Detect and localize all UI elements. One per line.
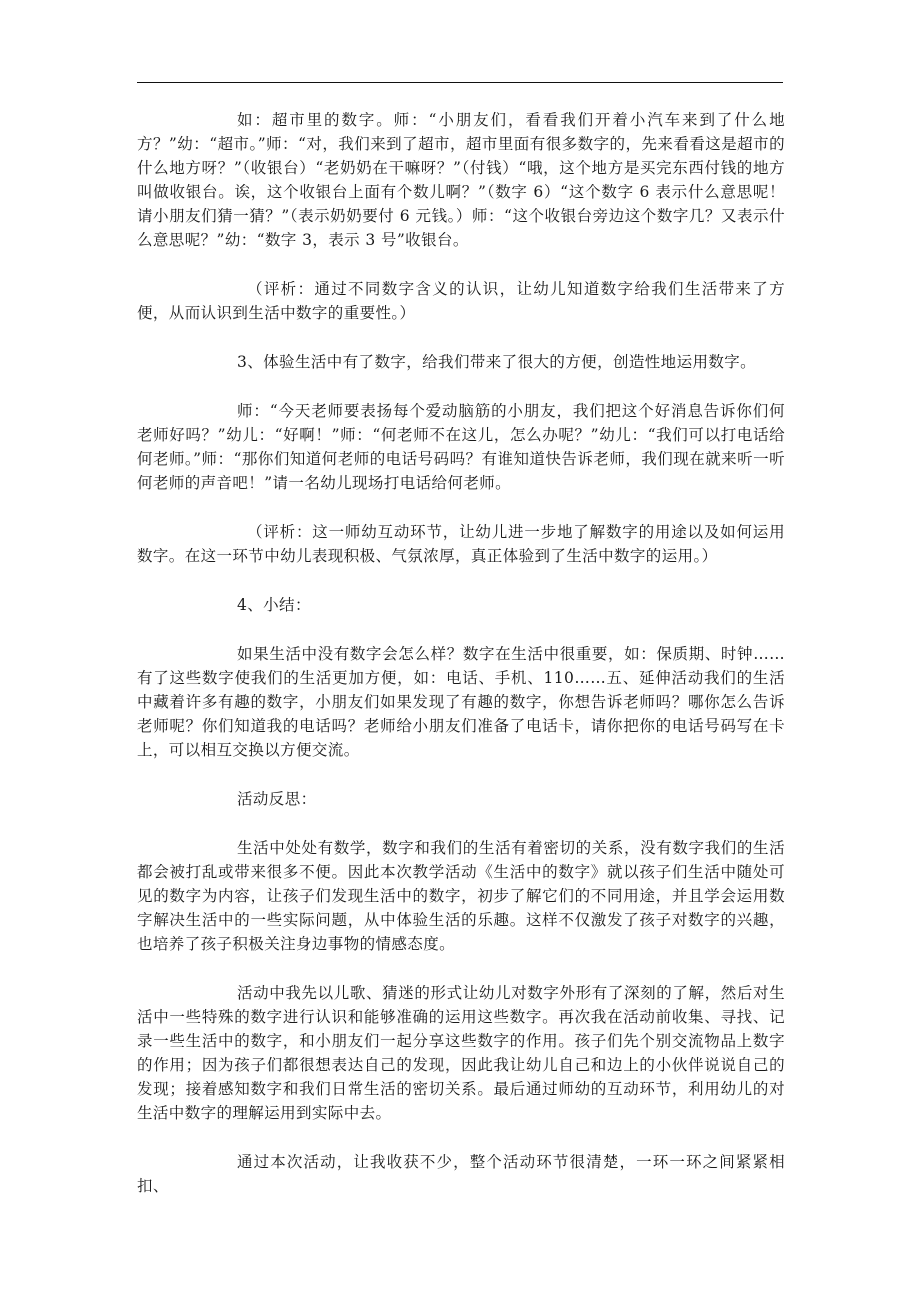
section-heading-reflection: 活动反思：	[237, 790, 317, 808]
section-heading-3: 3、体验生活中有了数字，给我们带来了很大的方便，创造性地运用数字。	[237, 353, 757, 371]
paragraph-comment-1: （评析：通过不同数字含义的认识，让幼儿知道数字给我们生活带来了方便，从而认识到生活中数字的重要性。）	[137, 280, 785, 322]
header-rule	[137, 82, 783, 83]
document-body	[137, 108, 785, 1198]
paragraph-comment-2: （评析：这一师幼互动环节，让幼儿进一步地了解数字的用途以及如何运用数字。在这一环节中幼儿表现积极、气氛浓厚，真正体验到了生活中数字的运用。）	[137, 523, 785, 565]
paragraph-reflection-2: 活动中我先以儿歌、猜迷的形式让幼儿对数字外形有了深刻的了解，然后对生活中一些特殊的数字进行认识和能够准确的运用这些数字。再次我在活动前收集、寻找、记录一些生活中的数字，和小朋友们一起分享这些数字的作用。孩子们先个别交流物品上数字的作用；因为孩子们都很想表达自己的发现，因此我让幼儿自己和边上的小伙伴说说自己的发现；接着感知数字和我们日常生活的密切关系。最后通过师幼的互动环节，利用幼儿的对生活中数字的理解运用到实际中去。	[137, 984, 785, 1122]
paragraph-summary: 如果生活中没有数字会怎么样？数字在生活中很重要，如：保质期、时钟……有了这些数字使我们的生活更加方便，如：电话、手机、110……五、延伸活动我们的生活中藏着许多有趣的数字，小朋友们如果发现了有趣的数字，你想告诉老师吗？哪你怎么告诉老师呢？你们知道我的电话吗？老师给小朋友们准备了电话卡，请你把你的电话号码写在卡上，可以相互交换以方便交流。	[137, 645, 785, 759]
paragraph-reflection-3: 通过本次活动，让我收获不少，整个活动环节很清楚，一环一环之间紧紧相扣、	[137, 1153, 785, 1195]
section-heading-4: 4、小结：	[237, 596, 311, 614]
paragraph-reflection-1: 生活中处处有数学，数字和我们的生活有着密切的关系，没有数字我们的生活都会被打乱或带来很多不便。因此本次教学活动《生活中的数字》就以孩子们生活中随处可见的数字为内容，让孩子们发现生活中的数字，初步了解它们的不同用途，并且学会运用数字解决生活中的一些实际问题，从中体验生活的乐趣。这样不仅激发了孩子对数字的兴趣，也培养了孩子积极关注身边事物的情感态度。	[137, 839, 785, 953]
paragraph-supermarket-dialogue: 如：超市里的数字。师：“小朋友们，看看我们开着小汽车来到了什么地方？”幼：“超市。”师：“对，我们来到了超市，超市里面有很多数字的，先来看看这是超市的什么地方呀？”（收银台）“老奶奶在干嘛呀？”（付钱）“哦，这个地方是买完东西付钱的地方叫做收银台。诶，这个收银台上面有个数儿啊？”（数字 6）“这个数字 6 表示什么意思呢！请小朋友们猜一猜？”（表示奶奶要付 6 元钱。）师：“这个收银台旁边这个数字几？又表示什么意思呢？”幼：“数字 3，表示 3 号”收银台。	[137, 111, 785, 249]
paragraph-phone-dialogue: 师：“今天老师要表扬每个爱动脑筋的小朋友，我们把这个好消息告诉你们何老师好吗？”幼儿：“好啊！”师：“何老师不在这儿，怎么办呢？”幼儿：“我们可以打电话给何老师。”师：“那你们知道何老师的电话号码吗？有谁知道快告诉老师，我们现在就来听一听何老师的声音吧！”请一名幼儿现场打电话给何老师。	[137, 402, 785, 492]
